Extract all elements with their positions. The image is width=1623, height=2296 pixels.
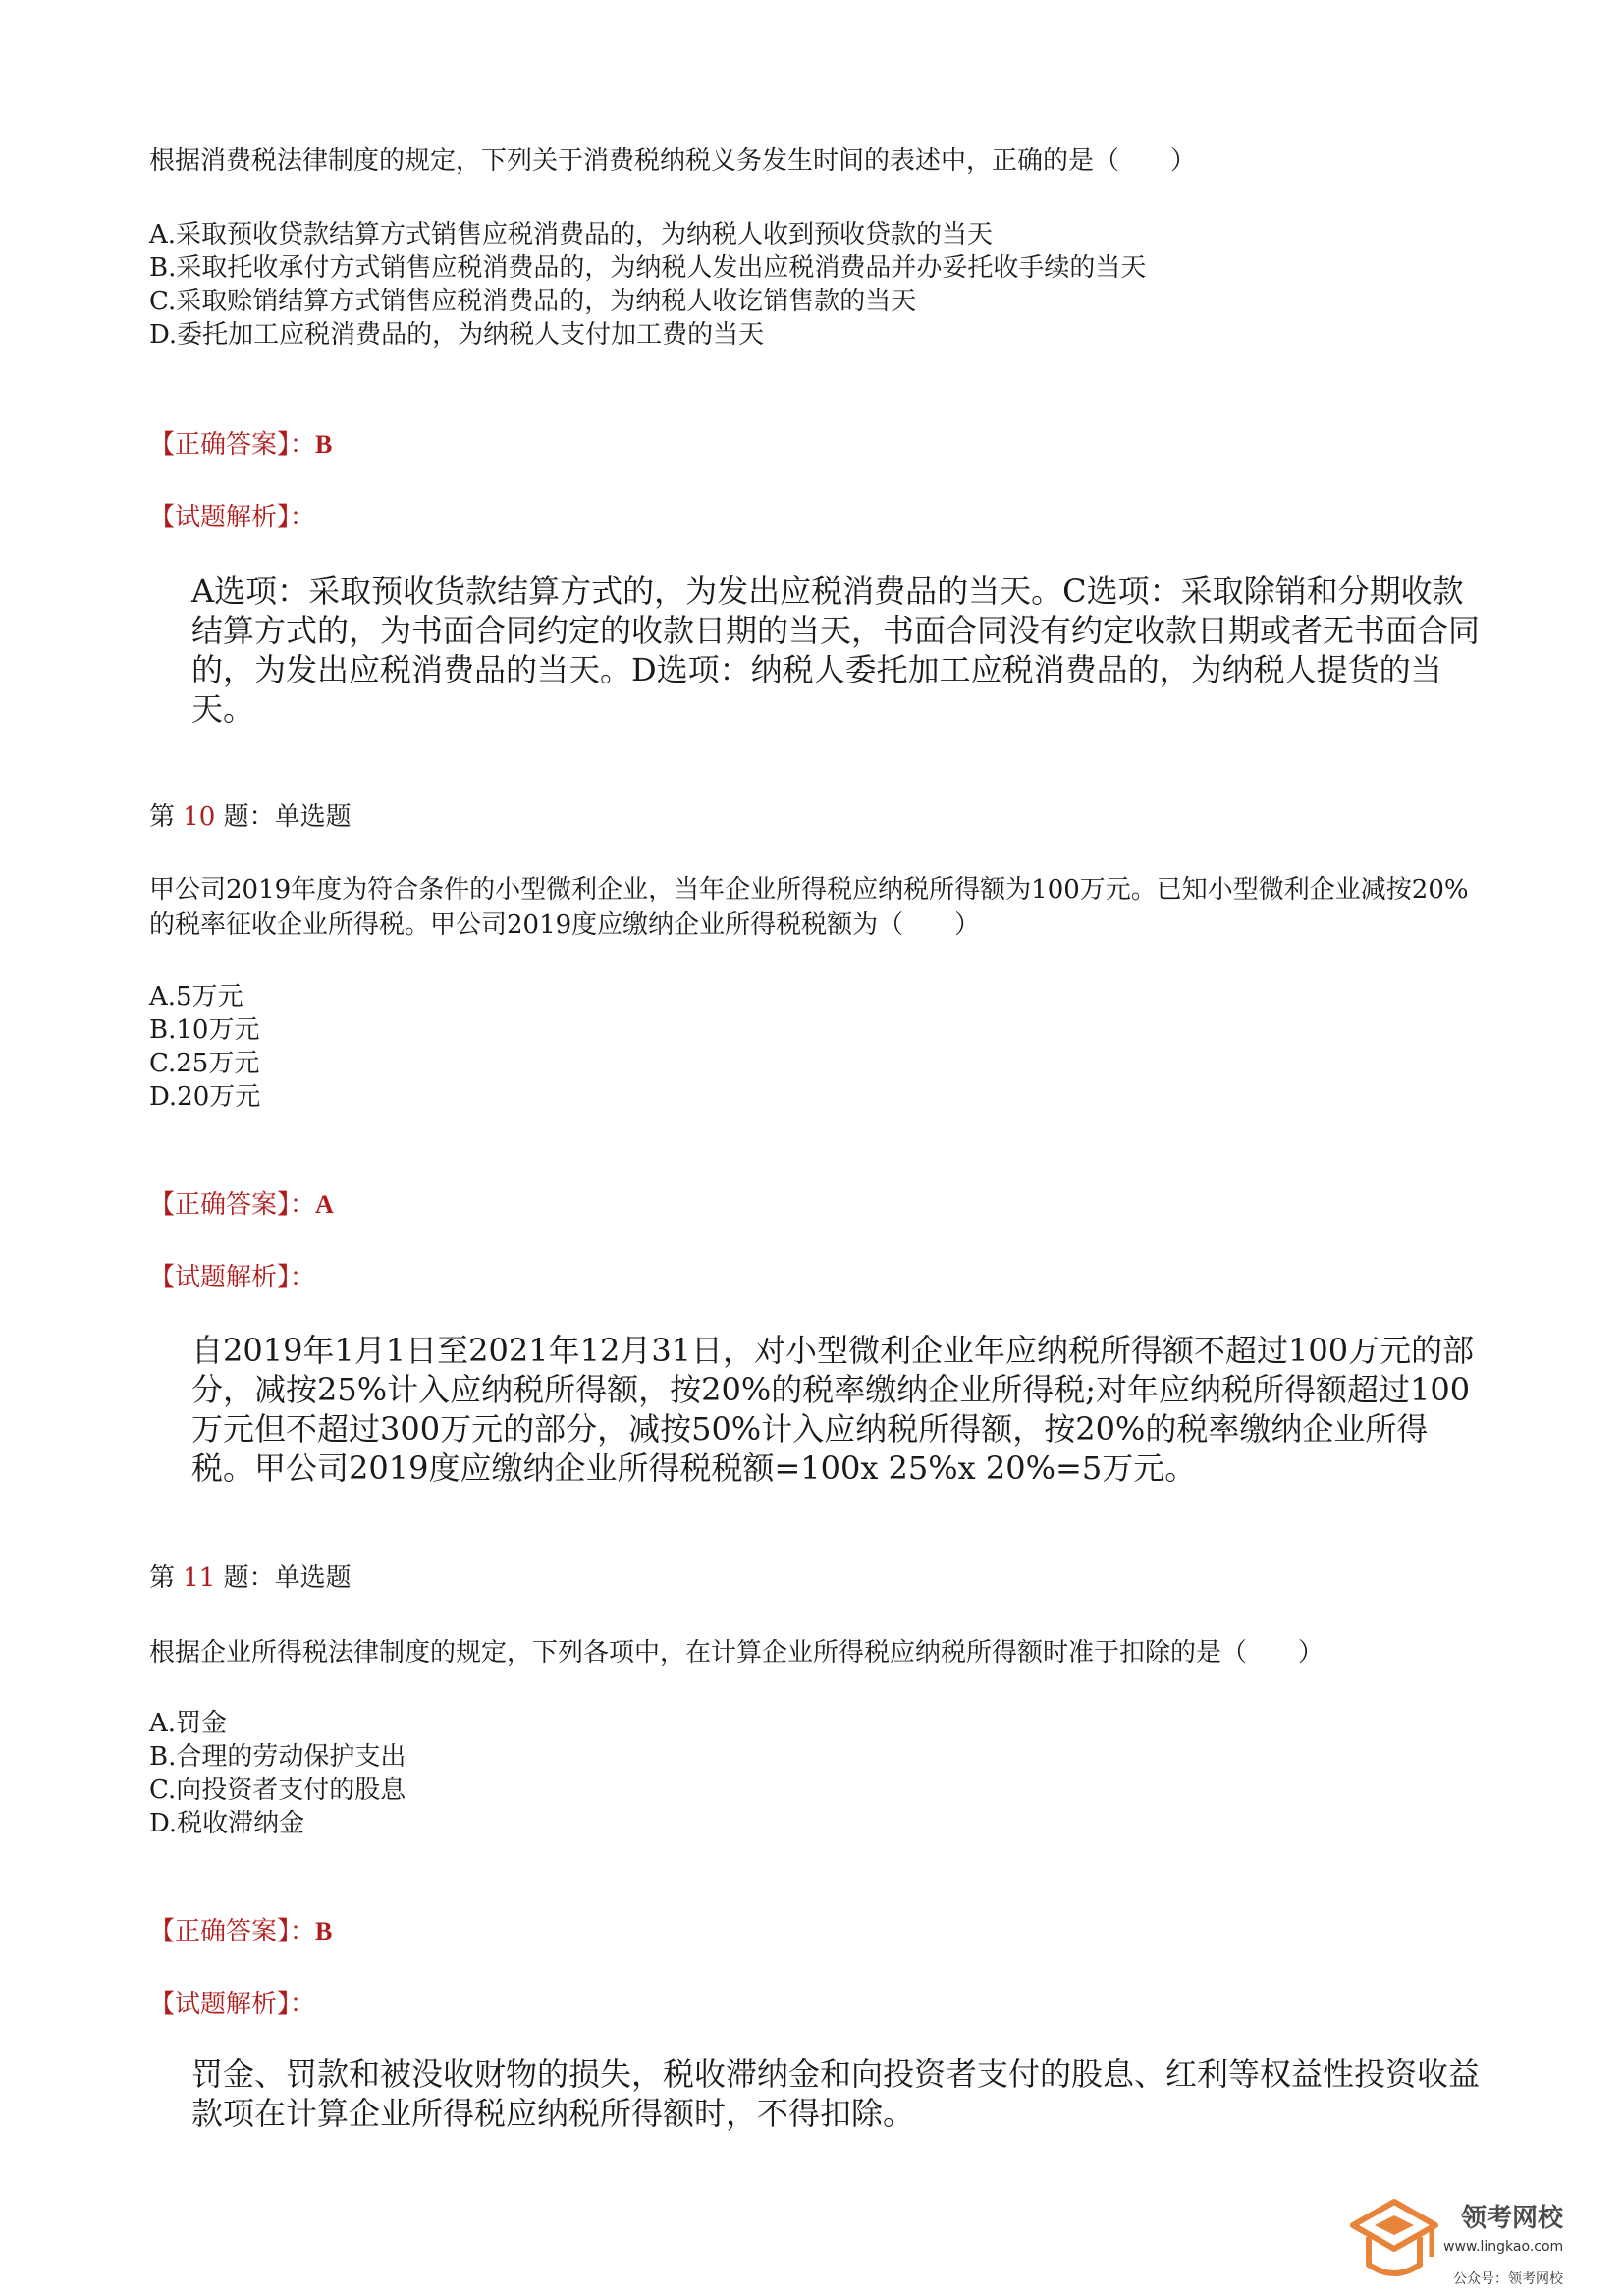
q10-option-b: B.10万元 xyxy=(149,1015,260,1045)
q9-options xyxy=(149,218,1485,352)
q11-suffix: 题：单选题 xyxy=(215,1563,352,1593)
q10-prefix: 第 xyxy=(149,802,184,832)
q11-number: 11 xyxy=(183,1563,216,1593)
q11-option-d: D.税收滞纳金 xyxy=(149,1809,305,1838)
q11-option-a: A.罚金 xyxy=(149,1709,228,1738)
brand-url: www.lingkao.com xyxy=(1443,2239,1564,2255)
graduation-cap-icon xyxy=(1345,2192,1443,2290)
answer-value: A xyxy=(315,1190,334,1219)
q9-option-d: D.委托加工应税消费品的，为纳税人支付加工费的当天 xyxy=(149,320,765,350)
answer-label: 【正确答案】： xyxy=(149,1190,316,1220)
q11-heading xyxy=(149,1561,1485,1595)
q10-option-a: A.5万元 xyxy=(149,982,243,1011)
answer-value: B xyxy=(315,1917,333,1945)
q11-analysis-label xyxy=(149,1988,1485,2021)
q10-options xyxy=(149,980,1485,1114)
q9-stem: 根据消费税法律制度的规定，下列关于消费税纳税义务发生时间的表述中，正确的是（ ） xyxy=(149,146,1197,176)
q11-stem: 根据企业所得税法律制度的规定，下列各项中，在计算企业所得税应纳税所得额时准于扣除的是（ ） xyxy=(149,1638,1325,1667)
q10-option-d: D.20万元 xyxy=(149,1082,261,1112)
analysis-label: 【试题解析】： xyxy=(149,1263,316,1292)
q10-answer xyxy=(149,1188,1485,1222)
q11-answer xyxy=(149,1915,1485,1948)
answer-value: B xyxy=(315,430,333,459)
answer-label: 【正确答案】： xyxy=(149,430,316,460)
q10-analysis-text: 自2019年1月1日至2021年12月31日，对小型微利企业年应纳税所得额不超过100万元的部分，减按25%计入应纳税所得额，按20%的税率缴纳企业所得税;对年应纳税所得额超过100万元但不超过300万元的部分，减按50%计入应纳税所得额，按20%的税率缴纳企业所得税。甲公司2019度应缴纳企业所得税税额=100x 25%x 20%=5万元。 xyxy=(191,1332,1475,1487)
q11-prefix: 第 xyxy=(149,1563,184,1593)
q9-answer xyxy=(149,428,1485,462)
q11-analysis-text: 罚金、罚款和被没收财物的损失，税收滞纳金和向投资者支付的股息、红利等权益性投资收益款项在计算企业所得税应纳税所得额时，不得扣除。 xyxy=(191,2055,1481,2132)
q10-suffix: 题：单选题 xyxy=(215,802,352,832)
wechat-account: 公众号：领考网校 xyxy=(1453,2271,1563,2287)
q11-option-b: B.合理的劳动保护支出 xyxy=(149,1742,406,1772)
q10-analysis-label xyxy=(149,1261,1485,1294)
q9-analysis-text: A选项：采取预收货款结算方式的，为发出应税消费品的当天。C选项：采取除销和分期收款结算方式的，为书面合同约定的收款日期的当天，书面合同没有约定收款日期或者无书面合同的，为发出应税消费品的当天。D选项：纳税人委托加工应税消费品的，为纳税人提货的当天。 xyxy=(191,573,1481,728)
q9-option-a: A.采取预收贷款结算方式销售应税消费品的，为纳税人收到预收贷款的当天 xyxy=(149,220,994,249)
q10-number: 10 xyxy=(183,802,216,832)
analysis-label: 【试题解析】： xyxy=(149,503,316,532)
q9-option-c: C.采取赊销结算方式销售应税消费品的，为纳税人收讫销售款的当天 xyxy=(149,287,917,316)
q11-options xyxy=(149,1707,1485,1840)
q10-stem: 甲公司2019年度为符合条件的小型微利企业，当年企业所得税应纳税所得额为100万元。已知小型微利企业减按20%的税率征收企业所得税。甲公司2019度应缴纳企业所得税税额为（ ） xyxy=(149,875,1469,940)
brand-logo xyxy=(1345,2192,1610,2290)
brand-name: 领考网校 xyxy=(1461,2204,1564,2233)
answer-label: 【正确答案】： xyxy=(149,1917,316,1946)
q9-analysis-label xyxy=(149,501,1485,534)
analysis-label: 【试题解析】： xyxy=(149,1990,316,2019)
q10-heading xyxy=(149,800,1485,834)
q11-option-c: C.向投资者支付的股息 xyxy=(149,1776,406,1805)
q10-option-c: C.25万元 xyxy=(149,1049,260,1078)
q9-option-b: B.采取托收承付方式销售应税消费品的，为纳税人发出应税消费品并办妥托收手续的当天 xyxy=(149,253,1147,283)
